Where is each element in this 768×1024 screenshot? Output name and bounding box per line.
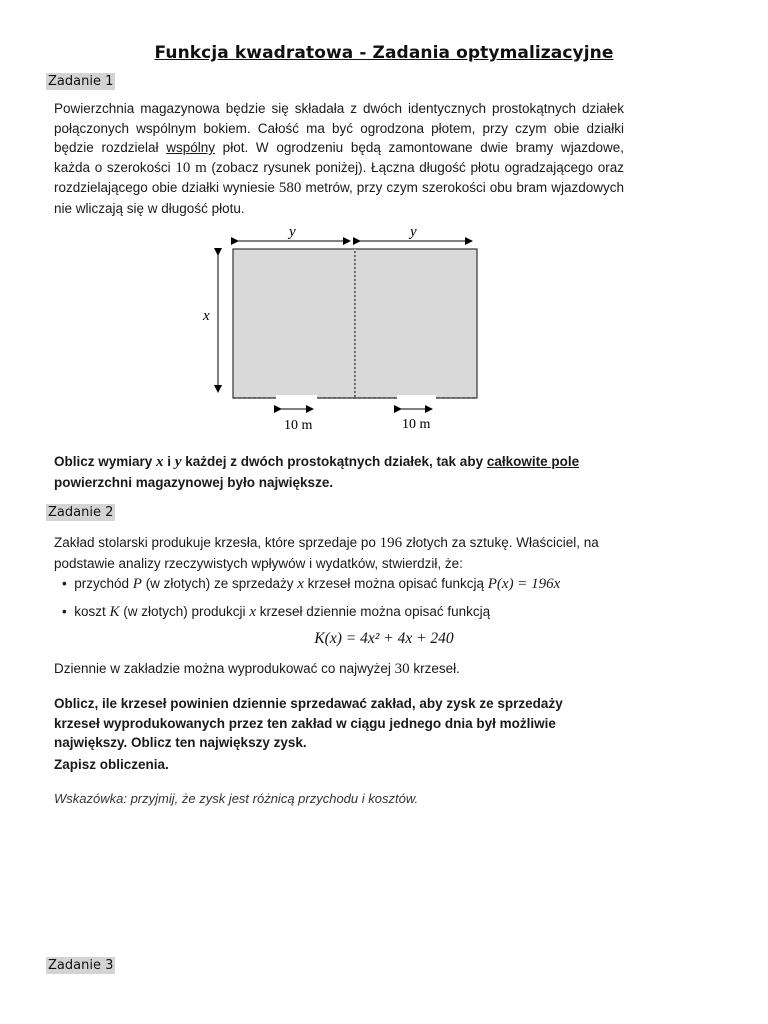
label-y-left: y: [289, 224, 296, 240]
cost-formula: K(x) = 4x² + 4x + 240: [314, 630, 454, 647]
task-2-bullet-revenue: • przychód P (w złotych) ze sprzedaży x krzeseł można opisać funkcją P(x) = 196x: [62, 576, 561, 592]
task-1-question: Oblicz wymiary x i y każdej z dwóch prostokątnych działek, tak aby całkowite pole powierzchni magazynowej było największe.: [54, 454, 580, 490]
task-2-hint: Wskazówka: przyjmij, że zysk jest różnicą przychodu i kosztów.: [54, 791, 419, 806]
label-gate-right: 10 m: [402, 417, 431, 432]
task-1-description: Powierzchnia magazynowa będzie się składała z dwóch identycznych prostokątnych działek połączonych wspólnym bokiem. Całość ma być ogrodzona płotem, przy czym obie działki będzie rozdzielał wspólny płot. W ogrodzeniu będą zamontowane dwie bramy wjazdowe, każda o szerokości 10 m (zobacz rysunek poniżej). Łączna długość płotu ogradzającego oraz rozdzielającego obie działki wyniesie 580 metrów, przy czym szerokości obu bram wjazdowych nie wliczają się w długość płotu.: [54, 101, 624, 216]
task-2-daily-limit: Dziennie w zakładzie można wyprodukować co najwyżej 30 krzeseł.: [54, 661, 460, 677]
task-2-write-calculations: Zapisz obliczenia.: [54, 757, 169, 772]
label-gate-left: 10 m: [284, 418, 313, 433]
task-2-question: Oblicz, ile krzeseł powinien dziennie sprzedawać zakład, aby zysk ze sprzedaży krzeseł wyprodukowanych przez ten zakład w ciągu jednego dnia był możliwie największy. Oblicz ten największy zysk.: [54, 696, 563, 750]
plot-left: [233, 249, 355, 398]
label-y-right: y: [410, 224, 417, 240]
task-2-bullet-cost: • koszt K (w złotych) produkcji x krzeseł dziennie można opisać funkcją: [62, 604, 491, 620]
task-1-label: Zadanie 1: [48, 74, 114, 89]
gate-left: [276, 395, 317, 401]
gate-right: [397, 395, 436, 401]
task-2-label: Zadanie 2: [48, 505, 114, 520]
label-x: x: [203, 308, 210, 324]
task-3-label: Zadanie 3: [48, 958, 114, 973]
task-2-intro: Zakład stolarski produkuje krzesła, które sprzedaje po 196 złotych za sztukę. Właściciel, na podstawie analizy rzeczywistych wpływów i wydatków, stwierdził, że:: [54, 535, 599, 571]
page-title: Funkcja kwadratowa - Zadania optymalizacyjne: [154, 43, 614, 63]
plot-right: [355, 249, 477, 398]
